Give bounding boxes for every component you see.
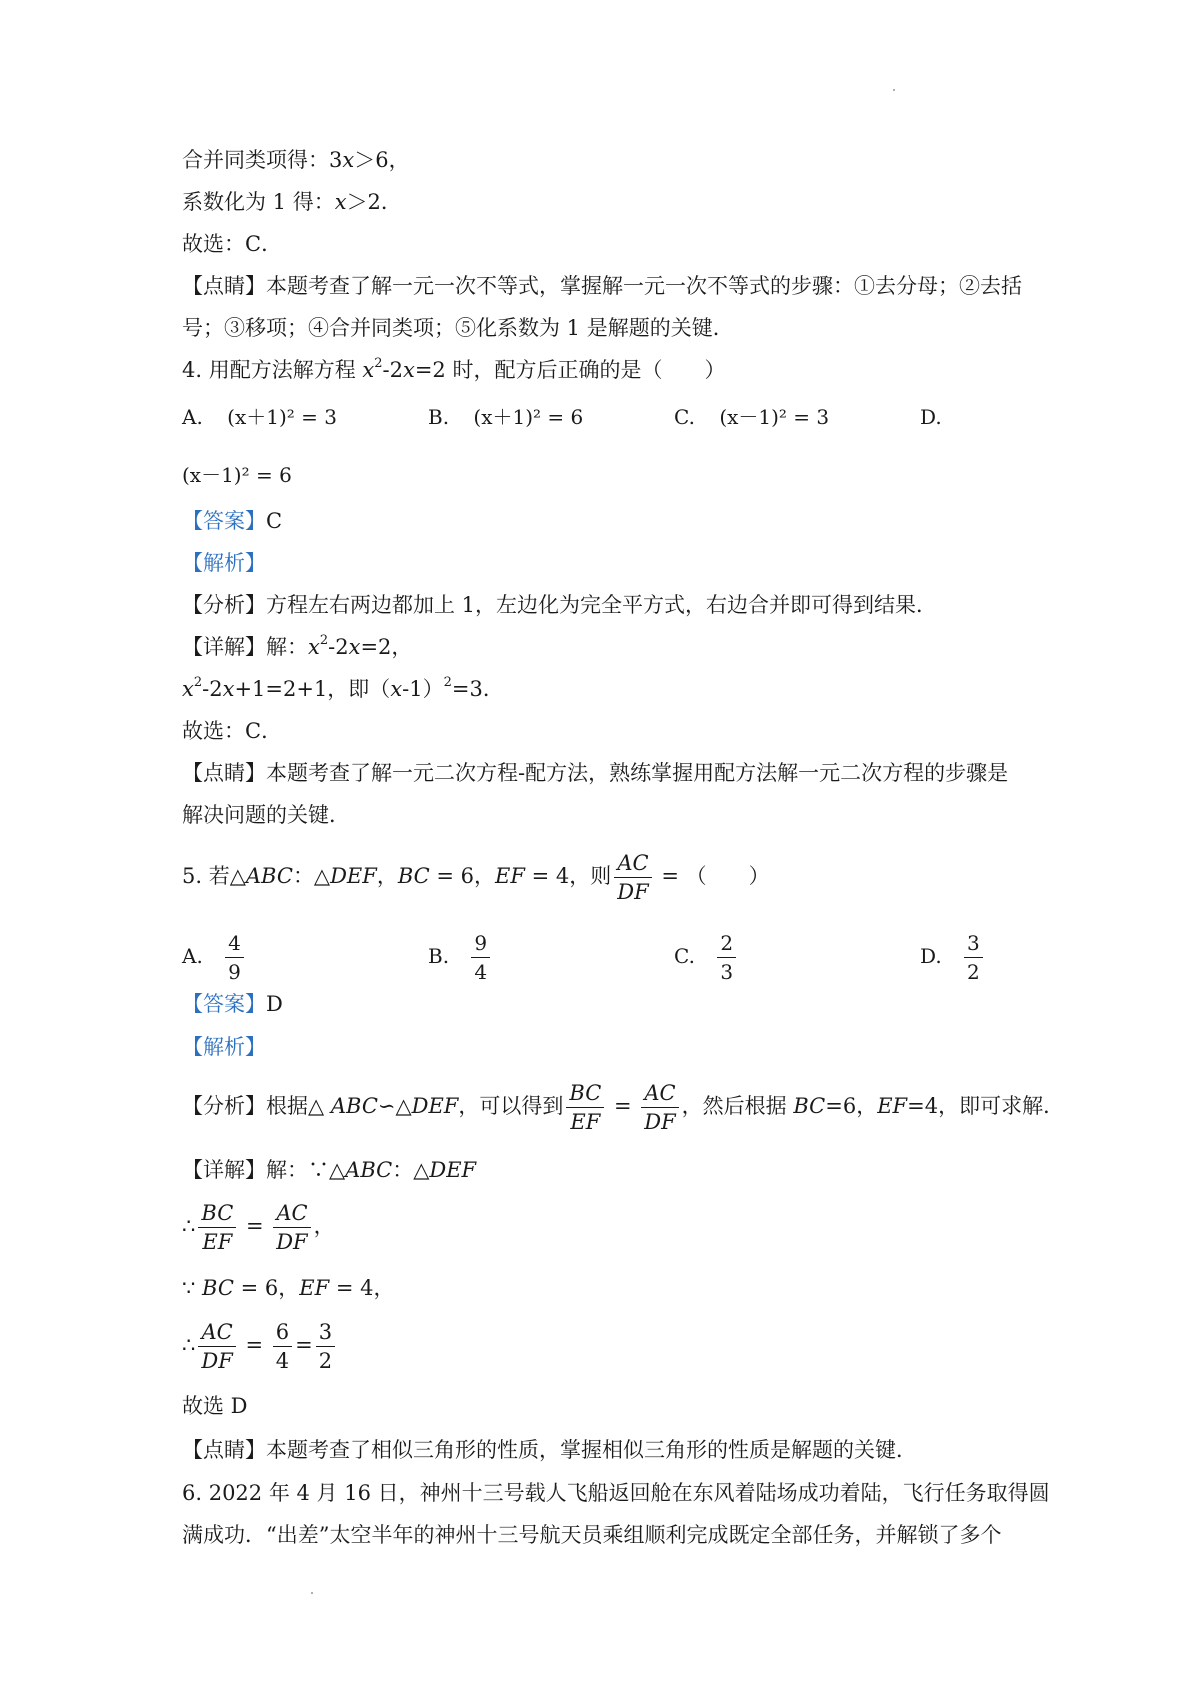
text-line: 号；③移项；④合并同类项；⑤化系数为 1 是解题的关键． — [182, 316, 734, 340]
text-line — [182, 145, 410, 175]
denominator: 4 — [474, 960, 488, 984]
text: -2 — [382, 358, 403, 382]
dianjing-tag: 【点睛】 — [182, 761, 266, 785]
text: 本题考查了解一元二次方程-配方法，熟练掌握用配方法解一元二次方程的步骤是 — [266, 761, 1009, 785]
text: 方程左右两边都加上 1，左边化为完全平方式，右边合并即可得到结果． — [266, 593, 938, 617]
math-var: ABC — [345, 1158, 393, 1182]
fraction — [566, 1079, 604, 1136]
numerator: AC — [614, 849, 651, 878]
text: ：△ — [392, 1158, 430, 1182]
fraction — [316, 1318, 335, 1375]
text: ：△ — [292, 864, 331, 888]
fraction — [198, 1318, 235, 1375]
text: ∽△ — [377, 1094, 412, 1118]
question-5 — [182, 846, 770, 906]
option-label: C. — [674, 405, 695, 429]
text: = — [238, 1333, 270, 1357]
math-var: BC — [202, 1276, 234, 1300]
solution-step — [182, 1273, 394, 1303]
scan-speck-bottom — [311, 1592, 313, 1594]
xiangjie-tag: 【详解】 — [182, 635, 266, 659]
answer-value: C — [266, 509, 283, 533]
text: ，可以得到 — [458, 1094, 564, 1118]
math-var: EF — [299, 1276, 330, 1300]
denominator: 4 — [275, 1349, 290, 1373]
dianjing-tag: 【点睛】 — [182, 1438, 266, 1462]
text: 本题考查了解一元一次不等式，掌握解一元一次不等式的步骤：①去分母；②去括 — [266, 274, 1022, 298]
fraction — [717, 929, 736, 986]
xiangjie-tag: 【详解】 — [182, 1158, 266, 1182]
numerator: 6 — [273, 1318, 292, 1347]
numerator: 3 — [316, 1318, 335, 1347]
option-label: B. — [428, 944, 450, 968]
option-expression: (x＋1)² = 3 — [227, 405, 337, 429]
because-symbol: ∵ — [182, 1276, 203, 1300]
dianjing-line — [182, 758, 1008, 788]
superscript: 2 — [443, 675, 452, 690]
therefore-symbol: ∴ — [182, 1333, 196, 1357]
text: 根据△ — [266, 1094, 331, 1118]
text: 4. 用配方法解方程 — [182, 358, 363, 382]
var-x: x — [342, 148, 355, 172]
var-x: x — [390, 677, 403, 701]
text: = — [295, 1333, 313, 1357]
text: =2， — [360, 635, 413, 659]
text: -2 — [202, 677, 223, 701]
q4-option-b — [428, 402, 583, 432]
var-x: x — [348, 635, 361, 659]
denominator: 9 — [228, 960, 241, 984]
xiangjie-line — [182, 1155, 476, 1185]
fenxi-tag: 【分析】 — [182, 593, 266, 617]
question-6-line-1: 6. 2022 年 4 月 16 日，神州十三号载人飞船返回舱在东风着陆场成功着陆，飞行任务取得圆 — [182, 1481, 1050, 1505]
text: = — [239, 1214, 271, 1238]
fenxi-line — [182, 590, 937, 620]
var-x: x — [308, 635, 320, 659]
q5-option-a — [182, 926, 247, 986]
text: =3． — [451, 677, 504, 701]
solution-step — [182, 674, 504, 704]
denominator: DF — [644, 1110, 676, 1134]
math-var: EF — [495, 864, 525, 888]
text: ＞6， — [354, 148, 410, 172]
q4-option-a — [182, 402, 337, 432]
fenxi-line — [182, 1076, 1064, 1136]
text: 5. 若△ — [182, 864, 246, 888]
question-4 — [182, 355, 725, 385]
denominator: 2 — [967, 960, 980, 984]
dianjing-tag: 【点睛】 — [182, 274, 266, 298]
solution-step — [182, 1315, 338, 1375]
fraction — [273, 1199, 310, 1256]
question-6-line-2: 满成功．“出差”太空半年的神州十三号航天员乘组顺利完成既定全部任务，并解锁了多个 — [182, 1523, 1002, 1547]
text: = — [607, 1094, 639, 1118]
text: 本题考查了相似三角形的性质，掌握相似三角形的性质是解题的关键． — [266, 1438, 917, 1462]
solution-step — [182, 1196, 335, 1256]
text: ＞2． — [346, 190, 402, 214]
math-var: ABC — [330, 1094, 378, 1118]
text: ，然后根据 — [681, 1094, 794, 1118]
answer-value: D — [266, 992, 283, 1016]
superscript: 2 — [374, 356, 383, 371]
var-x: x — [222, 677, 235, 701]
option-label: B. — [428, 405, 450, 429]
answer-tag: 【答案】 — [182, 509, 266, 533]
numerator: 2 — [717, 929, 736, 958]
text: ， — [313, 1214, 335, 1238]
option-label: A. — [182, 405, 203, 429]
numerator: BC — [198, 1199, 236, 1228]
text-line: 故选：C． — [182, 719, 283, 743]
dianjing-line — [182, 1435, 917, 1465]
text: = 6， — [429, 864, 496, 888]
text: =4，即可求解． — [907, 1094, 1065, 1118]
text: = （ ） — [654, 864, 770, 888]
fraction — [198, 1199, 236, 1256]
text: -2 — [328, 635, 349, 659]
text: ， — [376, 864, 398, 888]
jiexi-tag: 【解析】 — [182, 1035, 266, 1059]
answer-line — [182, 989, 283, 1019]
q4-option-c — [674, 402, 829, 432]
numerator: AC — [273, 1199, 310, 1228]
text-line: 故选：C． — [182, 232, 283, 256]
math-var: ABC — [245, 864, 293, 888]
q4-option-d-label: D. — [920, 405, 942, 429]
math-var: BC — [793, 1094, 826, 1118]
numerator: 9 — [471, 929, 490, 958]
option-label: C. — [674, 944, 695, 968]
denominator: DF — [201, 1349, 233, 1373]
numerator: BC — [566, 1079, 604, 1108]
fenxi-tag: 【分析】 — [182, 1094, 266, 1118]
therefore-symbol: ∴ — [182, 1214, 196, 1238]
numerator: AC — [198, 1318, 235, 1347]
math-var: DEF — [429, 1158, 477, 1182]
superscript: 2 — [319, 633, 329, 648]
q5-option-c — [674, 926, 739, 986]
text: 解： — [266, 635, 308, 659]
text-line: 故选 D — [182, 1394, 248, 1418]
var-x: x — [362, 358, 375, 382]
superscript: 2 — [193, 675, 203, 690]
text-line — [182, 187, 402, 217]
denominator: 2 — [318, 1349, 333, 1373]
text: 合并同类项得：3 — [182, 148, 343, 172]
fraction — [964, 929, 983, 986]
denominator: 3 — [720, 960, 734, 984]
var-x: x — [402, 358, 415, 382]
option-label: D. — [920, 944, 942, 968]
math-var: EF — [877, 1094, 908, 1118]
text: =2 时，配方后正确的是（ ） — [414, 358, 726, 382]
text: = 6， — [233, 1276, 300, 1300]
denominator: DF — [617, 880, 649, 904]
text: +1=2+1，即（ — [234, 677, 391, 701]
text-line: 解决问题的关键． — [182, 803, 350, 827]
q4-option-d-expression: (x－1)² = 6 — [182, 463, 292, 487]
fraction — [641, 1079, 678, 1136]
numerator: 3 — [964, 929, 983, 958]
answer-line — [182, 506, 282, 536]
text: = 4， — [329, 1276, 395, 1300]
fraction — [471, 929, 490, 986]
text: = 4，则 — [524, 864, 612, 888]
fraction — [225, 929, 244, 986]
math-var: BC — [397, 864, 430, 888]
option-expression: (x＋1)² = 6 — [473, 405, 584, 429]
denominator: EF — [202, 1230, 233, 1254]
math-var: DEF — [330, 864, 377, 888]
scan-speck-top — [893, 89, 895, 91]
option-expression: (x－1)² = 3 — [719, 405, 830, 429]
denominator: EF — [570, 1110, 601, 1134]
numerator: AC — [641, 1079, 678, 1108]
q5-option-b — [428, 926, 493, 986]
text: 解：∵△ — [266, 1158, 346, 1182]
text: -1） — [402, 677, 444, 701]
math-var: DEF — [411, 1094, 459, 1118]
numerator: 4 — [225, 929, 244, 958]
text: =6， — [825, 1094, 878, 1118]
jiexi-tag: 【解析】 — [182, 551, 266, 575]
text: 系数化为 1 得： — [182, 190, 335, 214]
answer-tag: 【答案】 — [182, 992, 266, 1016]
q5-option-d — [920, 926, 986, 986]
var-x: x — [334, 190, 347, 214]
option-label: A. — [182, 944, 203, 968]
var-x: x — [182, 677, 194, 701]
xiangjie-line — [182, 632, 412, 662]
denominator: DF — [276, 1230, 308, 1254]
fraction — [273, 1318, 292, 1375]
dianjing-line — [182, 271, 1022, 301]
fraction — [614, 849, 651, 906]
